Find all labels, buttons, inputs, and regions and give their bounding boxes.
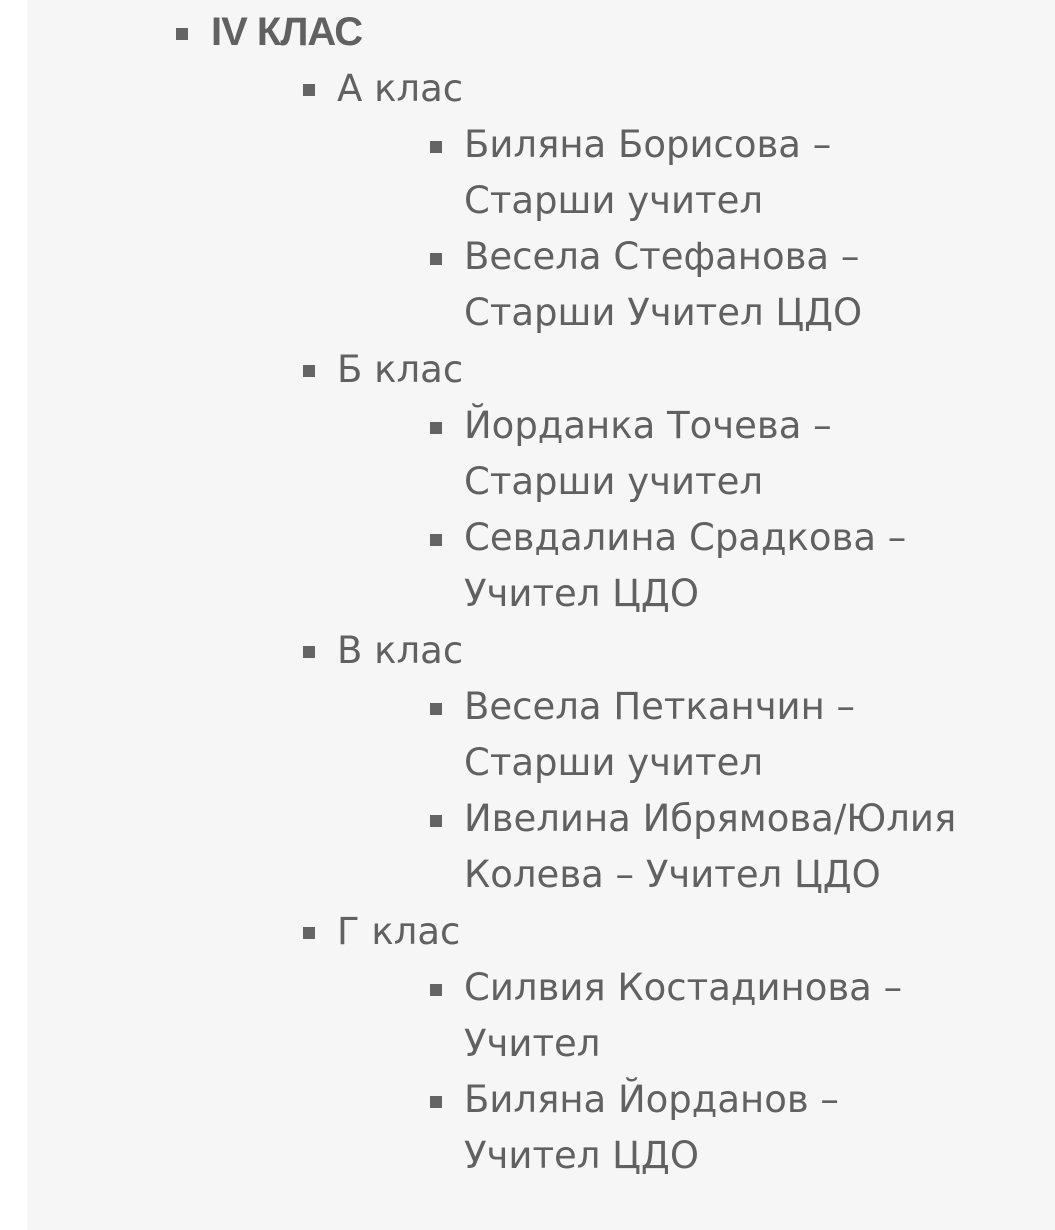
bullet-icon — [303, 84, 315, 96]
teacher-role: Колева – Учител ЦДО — [464, 853, 881, 896]
teacher-role: Учител ЦДО — [464, 572, 699, 615]
teacher-role: Старши учител — [464, 179, 763, 222]
teacher-name: Биляна Йорданов – — [464, 1078, 839, 1121]
bullet-icon — [430, 253, 442, 265]
bullet-icon — [303, 646, 315, 658]
teacher-role: Старши учител — [464, 460, 763, 503]
bullet-icon — [303, 927, 315, 939]
bullet-icon — [430, 422, 442, 434]
bullet-icon — [430, 141, 442, 153]
teacher-name: Ивелина Ибрямова/Юлия — [464, 797, 957, 840]
class-label-a: А клас — [337, 67, 464, 110]
bullet-icon — [303, 365, 315, 377]
bullet-icon — [430, 815, 442, 827]
grade-heading: IV КЛАС — [211, 10, 363, 54]
teacher-role: Старши учител — [464, 741, 763, 784]
teacher-role: Старши Учител ЦДО — [464, 291, 863, 334]
teacher-name: Весела Стефанова – — [464, 235, 860, 278]
class-label-v: В клас — [337, 629, 464, 672]
bullet-icon — [430, 534, 442, 546]
bullet-icon — [430, 1096, 442, 1108]
class-label-g: Г клас — [337, 910, 461, 953]
teacher-name: Биляна Борисова – — [464, 123, 832, 166]
bullet-icon — [176, 28, 188, 40]
teacher-role: Учител ЦДО — [464, 1134, 699, 1177]
teacher-name: Севдалина Срадкова – — [464, 516, 907, 559]
teacher-name: Весела Петканчин – — [464, 685, 856, 728]
teacher-role: Учител — [464, 1022, 601, 1065]
class-label-b: Б клас — [337, 348, 464, 391]
teacher-name: Йорданка Точева – — [464, 404, 832, 447]
teacher-name: Силвия Костадинова – — [464, 966, 903, 1009]
bullet-icon — [430, 703, 442, 715]
bullet-icon — [430, 984, 442, 996]
